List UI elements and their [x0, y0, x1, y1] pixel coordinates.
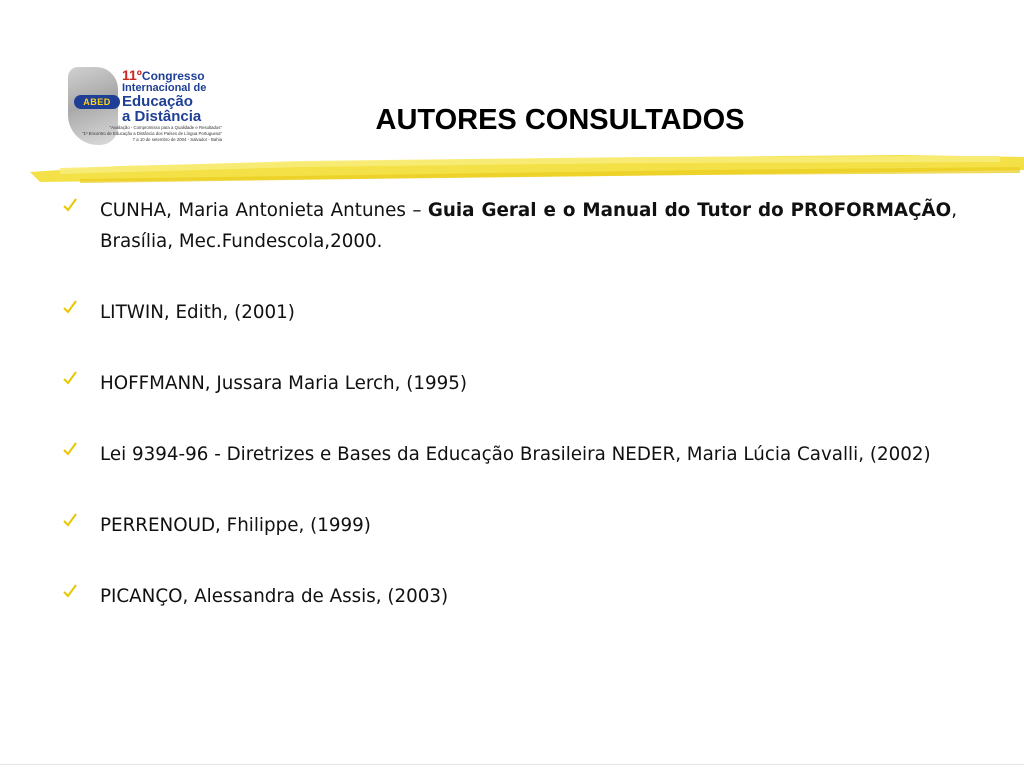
congress-logo	[68, 67, 220, 147]
logo-tagline-1: "Avaliação - Compromisso para a Qualidade e Resultados"	[109, 125, 222, 130]
reference-item	[62, 581, 957, 612]
highlighter-stroke	[0, 148, 1024, 188]
page-title: AUTORES CONSULTADOS	[375, 104, 745, 136]
reference-text: HOFFMANN, Jussara Maria Lerch, (1995)	[100, 373, 468, 394]
reference-text: PERRENOUD, Fhilippe, (1999)	[100, 515, 371, 536]
checkmark-icon	[62, 370, 78, 386]
reference-item	[62, 297, 957, 328]
bottom-divider	[0, 764, 1024, 765]
logo-congresso: Congresso	[141, 69, 205, 83]
reference-item	[62, 439, 957, 470]
checkmark-icon	[62, 512, 78, 528]
reference-text: CUNHA, Maria Antonieta Antunes – Guia Geral e o Manual do Tutor do PROFORMAÇÃO, Brasília, Mec.Fundescola,2000.	[100, 200, 957, 252]
logo-line-3: Educação	[122, 93, 193, 110]
reference-text: LITWIN, Edith, (2001)	[100, 302, 295, 323]
reference-text: Lei 9394-96 - Diretrizes e Bases da Educação Brasileira NEDER, Maria Lúcia Cavalli, (2002)	[100, 444, 931, 465]
logo-tagline-3: 7 a 10 de setembro de 2004 - Salvador - Bahia	[132, 137, 222, 142]
logo-tagline-2: "1º Encontro de Educação a Distância dos Países de Língua Portuguesa"	[81, 131, 222, 136]
logo-edition: 11º	[122, 67, 142, 83]
logo-line-4: a Distância	[122, 108, 202, 125]
logo-line-1	[122, 67, 205, 83]
checkmark-icon	[62, 583, 78, 599]
checkmark-icon	[62, 299, 78, 315]
logo-line-2: Internacional de	[122, 82, 207, 94]
checkmark-icon	[62, 441, 78, 457]
reference-text: PICANÇO, Alessandra de Assis, (2003)	[100, 586, 449, 607]
reference-item	[62, 510, 957, 541]
reference-item	[62, 368, 957, 399]
references-list	[62, 195, 957, 652]
reference-item	[62, 195, 957, 257]
checkmark-icon	[62, 197, 78, 213]
abed-badge: ABED	[74, 95, 120, 109]
